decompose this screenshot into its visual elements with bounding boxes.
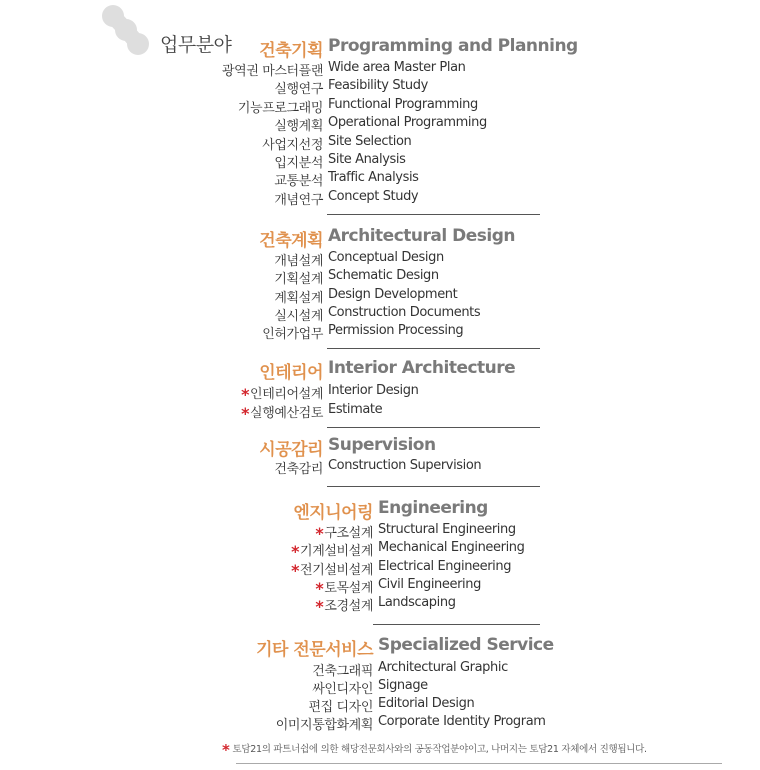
section-divider <box>327 486 540 487</box>
section-divider <box>327 427 540 428</box>
service-item-kr <box>315 522 373 541</box>
service-item-kr-text: 개념연구 <box>274 193 323 208</box>
service-item-kr-text: 기능프로그래밍 <box>237 101 323 116</box>
service-item-kr-text: 싸인디자인 <box>312 682 373 697</box>
section-title-kr: 시공감리 <box>259 440 323 460</box>
section-title-kr: 기타 전문서비스 <box>256 640 373 660</box>
logo-connector <box>113 16 138 44</box>
section-divider <box>373 624 540 625</box>
service-item-kr <box>274 287 323 306</box>
service-item-kr <box>274 305 323 324</box>
service-item-kr-text: 광역권 마스터플랜 <box>222 64 323 79</box>
service-item-kr <box>276 714 373 733</box>
service-item-en: Editorial Design <box>378 696 475 711</box>
service-item-en: Civil Engineering <box>378 577 481 592</box>
service-item-kr <box>315 595 373 614</box>
section-title-kr: 건축기획 <box>259 41 323 61</box>
service-item-kr-text: 이미지통합화계획 <box>275 718 373 733</box>
section-divider <box>327 348 540 349</box>
footnote-text: 토담21의 파트너쉽에 의한 해당전문회사와의 공동작업분야이고, 나머지는 토담21 자체에서 진행됩니다. <box>232 744 647 755</box>
service-item-en: Site Selection <box>328 134 412 149</box>
page-title: 업무분야 <box>160 34 232 56</box>
service-item-kr <box>312 678 373 697</box>
service-item-en: Feasibility Study <box>328 78 428 93</box>
partnership-star: * <box>315 597 324 616</box>
partnership-star: * <box>241 404 250 423</box>
section-title-en: Supervision <box>328 435 436 455</box>
service-item-kr <box>241 383 323 402</box>
service-item-kr-text: 토목설계 <box>324 581 373 596</box>
service-item-kr <box>274 152 323 171</box>
service-item-en: Signage <box>378 678 428 693</box>
partnership-star: * <box>315 579 324 598</box>
footnote-star: * <box>222 741 230 759</box>
service-item-kr <box>241 402 323 421</box>
service-item-kr-text: 기획설계 <box>274 272 323 287</box>
service-item-en: Permission Processing <box>328 323 464 338</box>
section-title-en: Engineering <box>378 498 488 518</box>
service-item-kr <box>291 559 373 578</box>
service-item-kr <box>274 189 323 208</box>
service-item-kr-text: 사업지선정 <box>262 138 323 153</box>
service-item-en: Wide area Master Plan <box>328 60 466 75</box>
service-item-kr <box>274 458 323 477</box>
service-item-kr <box>262 134 323 153</box>
service-item-kr-text: 기계설비설계 <box>300 544 373 559</box>
service-item-kr <box>238 97 323 116</box>
service-item-en: Functional Programming <box>328 97 478 112</box>
service-item-kr-text: 인테리어설계 <box>250 387 323 402</box>
service-item-kr <box>274 268 323 287</box>
service-item-en: Traffic Analysis <box>328 170 419 185</box>
service-item-kr <box>291 540 373 559</box>
service-item-kr <box>315 577 373 596</box>
section-title-en: Specialized Service <box>378 635 554 655</box>
service-item-kr-text: 건축그래픽 <box>312 664 373 679</box>
partnership-star: * <box>315 524 324 543</box>
service-item-kr-text: 개념설계 <box>274 254 323 269</box>
section-divider <box>327 214 540 215</box>
service-item-kr-text: 편집 디자인 <box>308 700 373 715</box>
service-item-kr <box>274 115 323 134</box>
service-item-kr-text: 실시설계 <box>274 309 323 324</box>
service-item-kr-text: 실행계획 <box>274 119 323 134</box>
service-item-en: Schematic Design <box>328 268 439 283</box>
service-item-kr-text: 실행예산검토 <box>250 406 323 421</box>
service-item-en: Design Development <box>328 287 458 302</box>
service-item-kr <box>308 696 373 715</box>
service-item-en: Mechanical Engineering <box>378 540 525 555</box>
service-item-kr <box>274 78 323 97</box>
footnote <box>222 738 647 759</box>
service-item-en: Concept Study <box>328 189 419 204</box>
service-item-kr <box>274 250 323 269</box>
service-item-en: Interior Design <box>328 383 419 398</box>
service-item-en: Site Analysis <box>328 152 406 167</box>
service-item-kr <box>274 170 323 189</box>
bottom-divider <box>236 763 722 764</box>
service-item-en: Architectural Graphic <box>378 660 508 675</box>
service-item-en: Corporate Identity Program <box>378 714 546 729</box>
section-title-en: Architectural Design <box>328 226 515 246</box>
section-title-en: Programming and Planning <box>328 36 578 56</box>
service-item-kr-text: 구조설계 <box>324 526 373 541</box>
service-item-kr <box>262 323 323 342</box>
partnership-star: * <box>291 561 300 580</box>
service-item-kr-text: 건축감리 <box>274 462 323 477</box>
partnership-star: * <box>291 542 300 561</box>
service-item-en: Conceptual Design <box>328 250 444 265</box>
section-title-en: Interior Architecture <box>328 358 516 378</box>
service-item-kr-text: 인허가업무 <box>262 327 323 342</box>
service-item-en: Landscaping <box>378 595 456 610</box>
section-title-kr: 엔지니어링 <box>293 503 373 523</box>
service-item-kr-text: 실행연구 <box>274 82 323 97</box>
section-title-kr: 인테리어 <box>259 363 323 383</box>
service-item-kr-text: 입지분석 <box>274 156 323 171</box>
service-item-kr <box>312 660 373 679</box>
service-item-kr-text: 교통분석 <box>274 174 323 189</box>
service-item-en: Operational Programming <box>328 115 487 130</box>
service-item-en: Structural Engineering <box>378 522 516 537</box>
service-item-kr-text: 계획설계 <box>274 291 323 306</box>
service-item-en: Construction Supervision <box>328 458 482 473</box>
service-item-en: Electrical Engineering <box>378 559 512 574</box>
service-item-en: Estimate <box>328 402 383 417</box>
service-item-kr <box>222 60 323 79</box>
service-item-kr-text: 조경설계 <box>324 599 373 614</box>
logo-shape <box>100 3 160 63</box>
section-title-kr: 건축계획 <box>259 231 323 251</box>
partnership-star: * <box>241 385 250 404</box>
service-item-kr-text: 전기설비설계 <box>300 563 373 578</box>
service-item-en: Construction Documents <box>328 305 481 320</box>
